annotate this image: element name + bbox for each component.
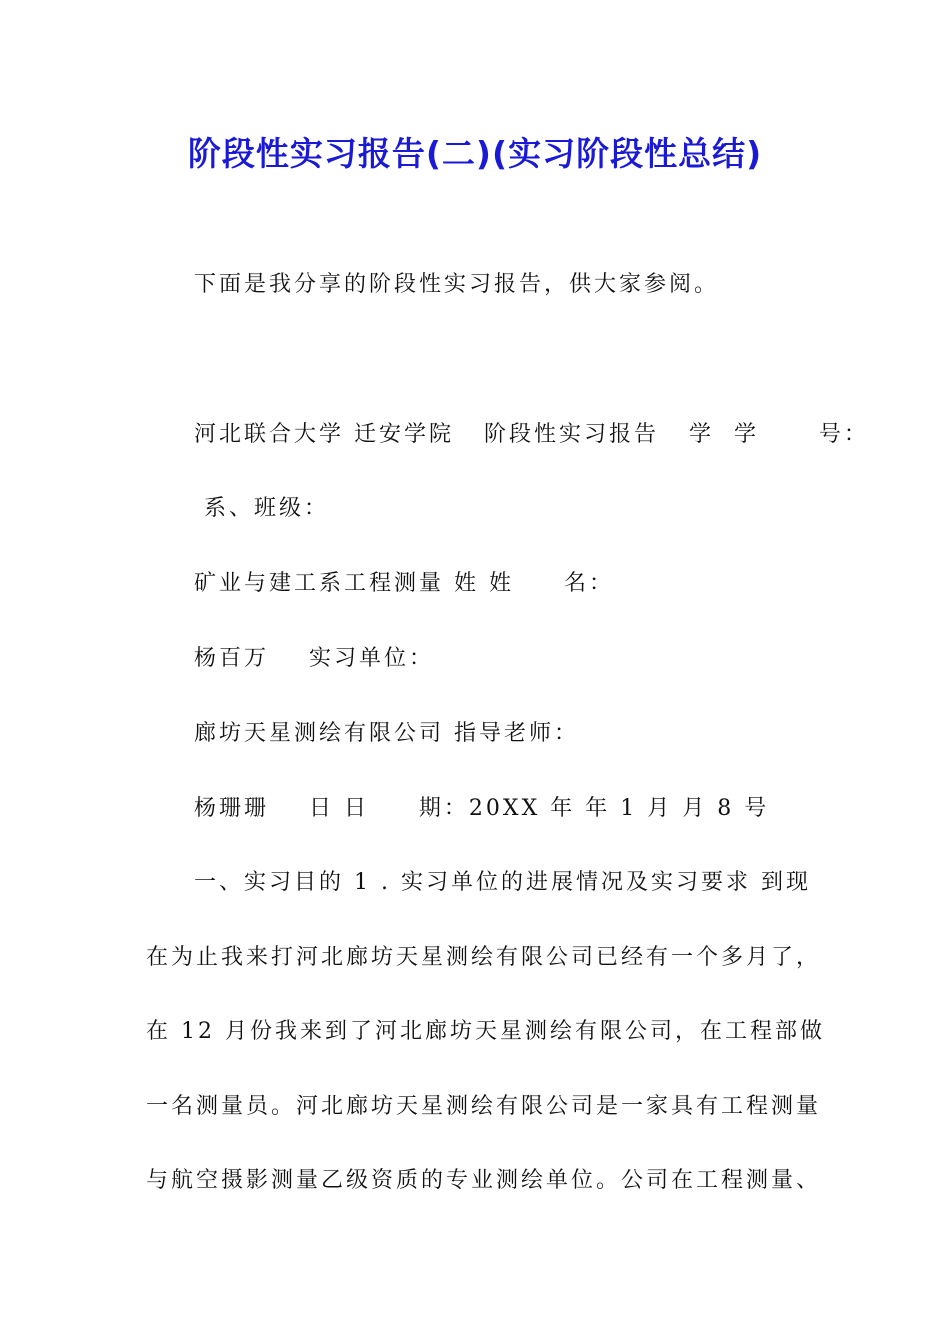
body-line: 在为止我来打河北廊坊天星测绘有限公司已经有一个多月了， [146,945,822,970]
body-line: 在 12 月份我来到了河北廊坊天星测绘有限公司，在工程部做 [146,1019,825,1044]
body-line: 与航空摄影测量乙级资质的专业测绘单位。公司在工程测量、 [146,1168,822,1193]
body-line: 一名测量员。河北廊坊天星测绘有限公司是一家具有工程测量 [146,1094,822,1119]
info-line-teacher: 廊坊天星测绘有限公司 指导老师： [194,721,579,746]
intro-paragraph: 下面是我分享的阶段性实习报告，供大家参阅。 [194,272,720,297]
document-title: 阶段性实习报告(二)(实习阶段性总结) [187,134,763,173]
info-line-date: 杨珊珊 日 日 期：20XX 年 年 1 月 月 8 号 [194,796,770,821]
body-line: 一、实习目的 1 . 实习单位的进展情况及实习要求 到现 [194,870,811,895]
info-line-class: 系、班级： [194,496,329,521]
info-line-school: 河北联合大学 迁安学院 阶段性实习报告 学 学 号： [194,422,869,447]
info-line-unit: 杨百万 实习单位： [194,646,434,671]
info-line-name: 矿业与建工系工程测量 姓 姓 名： [194,571,614,596]
